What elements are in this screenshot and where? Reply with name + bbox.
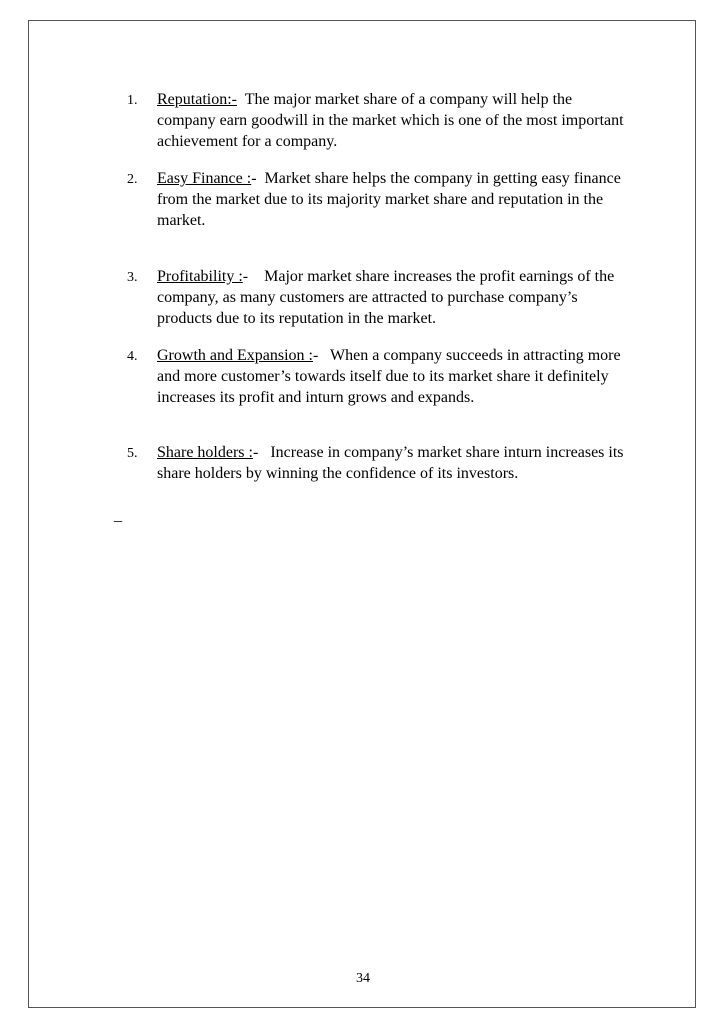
list-item-body: When a company succeeds in attracting more and more customer’s towards itself due to its market share it definitely increases its profit and inturn grows and expands. [157, 347, 621, 406]
list-number: 3. [127, 270, 138, 285]
list-number: 5. [127, 446, 138, 461]
list-item-heading: Share holders : [157, 444, 253, 461]
stray-mark: _ [114, 507, 122, 524]
list-item-text [157, 168, 627, 231]
list-item-text [157, 266, 627, 329]
list-item-growth-expansion [127, 345, 627, 408]
list-item-body: Increase in company’s market share inturn increases its share holders by winning the confidence of its investors. [157, 444, 624, 482]
list-number: 1. [127, 93, 138, 108]
list-item-text [157, 442, 627, 484]
heading-separator [237, 91, 245, 108]
list-item-text [157, 345, 627, 408]
list-item-easy-finance [127, 168, 627, 231]
heading-separator: - [251, 170, 265, 187]
list-item-text [157, 89, 627, 152]
list-item-body: The major market share of a company will help the company earn goodwill in the market which is one of the most important achievement for a company. [157, 91, 624, 150]
list-number: 4. [127, 349, 138, 364]
list-item-body: Major market share increases the profit earnings of the company, as many customers are attracted to purchase company’s products due to its reputation in the market. [157, 268, 615, 327]
page-number: 34 [356, 971, 370, 986]
list-number: 2. [127, 172, 138, 187]
heading-separator: - [312, 347, 331, 364]
heading-separator: - [252, 444, 271, 461]
list-item-heading: Growth and Expansion : [157, 347, 313, 364]
list-item-heading: Easy Finance : [157, 170, 252, 187]
list-item-profitability [127, 266, 627, 329]
list-item-body: Market share helps the company in getting easy finance from the market due to its majority market share and reputation in the market. [157, 170, 621, 229]
list-item-share-holders [127, 442, 627, 484]
list-item-heading: Reputation:- [157, 91, 237, 108]
list-item-heading: Profitability : [157, 268, 243, 285]
list-item-reputation [127, 89, 627, 152]
heading-separator: - [242, 268, 265, 285]
